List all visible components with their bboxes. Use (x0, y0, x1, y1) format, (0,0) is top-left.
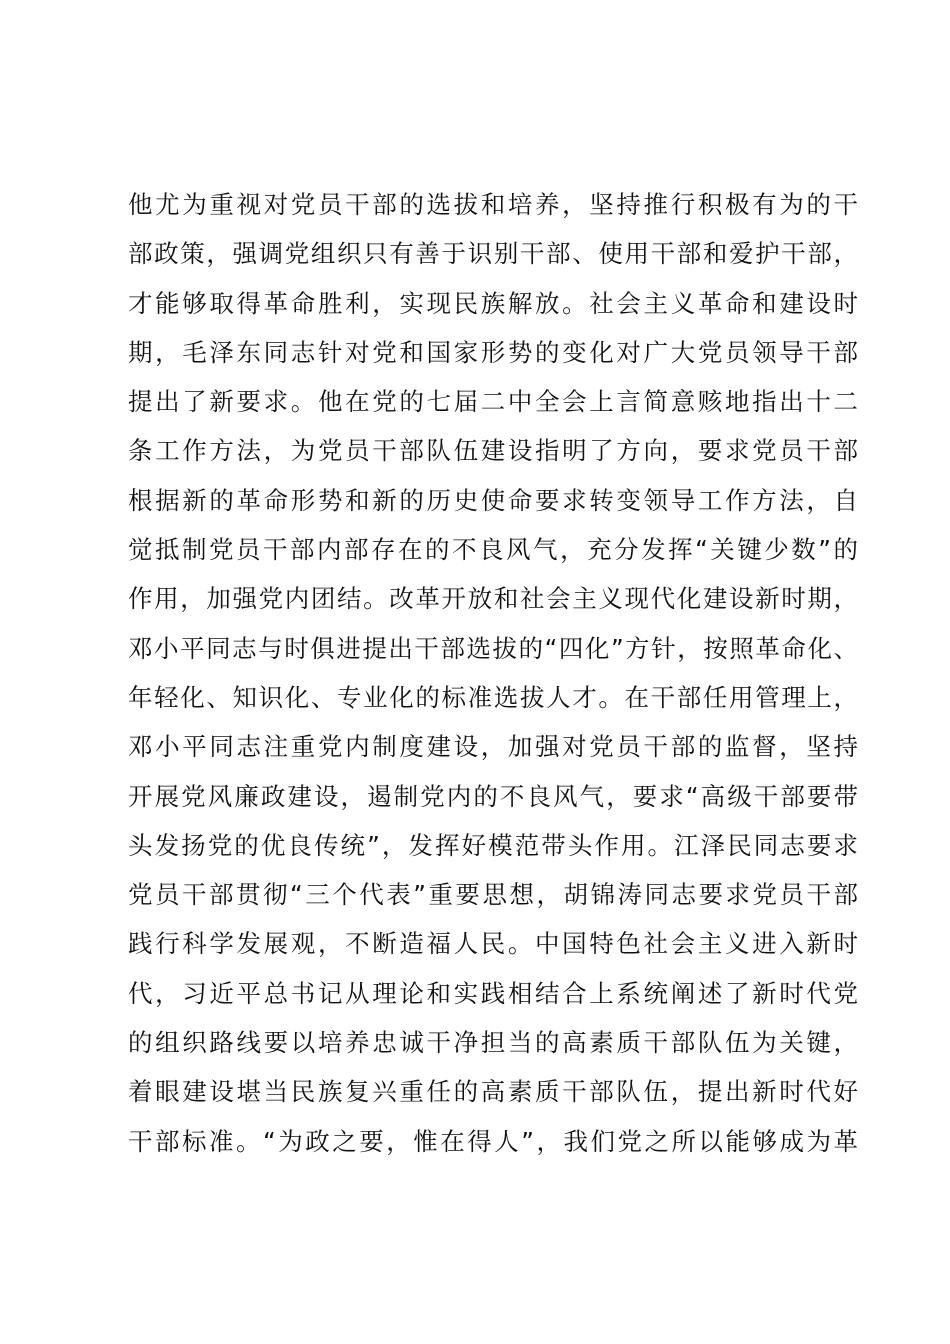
text-line: 才能够取得革命胜利，实现民族解放。社会主义革命和建设时 (128, 288, 858, 318)
text-line: 条工作方法，为党员干部队伍建设指明了方向，要求党员干部 (128, 436, 858, 466)
text-line: 邓小平同志与时俱进提出干部选拔的“四化”方针，按照革命化、 (128, 633, 858, 663)
text-line: 党员干部贯彻“三个代表”重要思想，胡锦涛同志要求党员干部 (128, 880, 858, 910)
text-line: 代，习近平总书记从理论和实践相结合上系统阐述了新时代党 (128, 978, 858, 1008)
text-line: 他尤为重视对党员干部的选拔和培养，坚持推行积极有为的干 (128, 190, 858, 219)
text-line: 部政策，强调党组织只有善于识别干部、使用干部和爱护干部， (128, 239, 858, 269)
text-line: 头发扬党的优良传统”，发挥好模范带头作用。江泽民同志要求 (128, 830, 858, 860)
body-paragraph (128, 180, 858, 1166)
text-line: 邓小平同志注重党内制度建设，加强对党员干部的监督，坚持 (128, 732, 858, 762)
text-line: 践行科学发展观，不断造福人民。中国特色社会主义进入新时 (128, 929, 858, 959)
text-line: 觉抵制党员干部内部存在的不良风气，充分发挥“关键少数”的 (128, 535, 858, 565)
text-line: 着眼建设堪当民族复兴重任的高素质干部队伍，提出新时代好 (128, 1077, 858, 1107)
text-line: 的组织路线要以培养忠诚干净担当的高素质干部队伍为关键， (128, 1028, 858, 1058)
text-line: 开展党风廉政建设，遏制党内的不良风气，要求“高级干部要带 (128, 781, 858, 811)
text-line: 根据新的革命形势和新的历史使命要求转变领导工作方法，自 (128, 485, 858, 515)
text-line: 提出了新要求。他在党的七届二中全会上言简意赅地指出十二 (128, 387, 858, 417)
text-line: 作用，加强党内团结。改革开放和社会主义现代化建设新时期， (128, 584, 858, 614)
text-line: 干部标准。“为政之要，惟在得人”，我们党之所以能够成为革 (128, 1126, 858, 1156)
text-line: 年轻化、知识化、专业化的标准选拔人才。在干部任用管理上， (128, 682, 858, 712)
text-line: 期，毛泽东同志针对党和国家形势的变化对广大党员领导干部 (128, 337, 858, 367)
